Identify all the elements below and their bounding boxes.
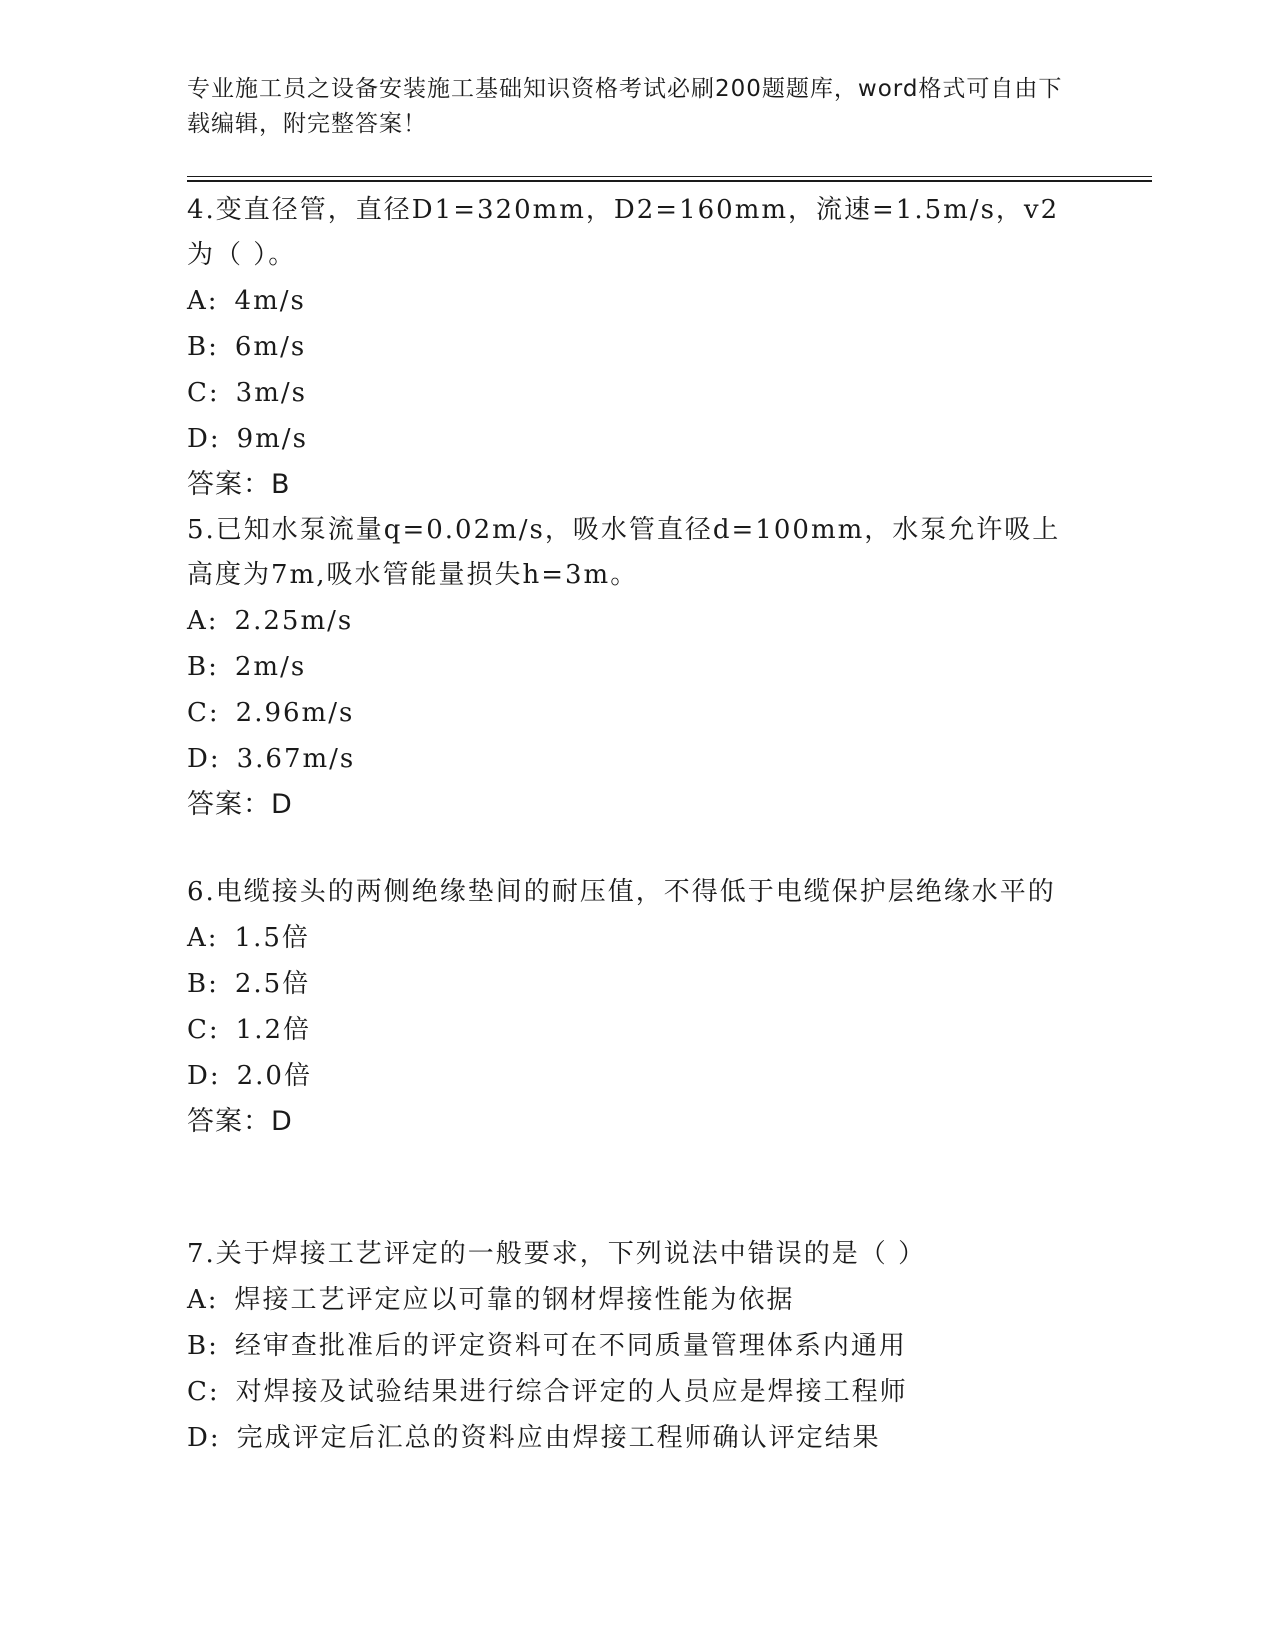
option-text: 2.25m/s [234,606,354,636]
option-letter: A: [187,923,219,953]
header-divider-thin [187,176,1152,177]
option-a [187,915,1087,961]
option-letter: C: [187,698,220,728]
option-letter: C: [187,1015,220,1045]
option-text: 9m/s [236,424,308,454]
document-header: 专业施工员之设备安装施工基础知识资格考试必刷200题题库，word格式可自由下载编辑，附完整答案！ [187,76,1063,137]
option-text: 对焊接及试验结果进行综合评定的人员应是焊接工程师 [235,1377,908,1407]
option-text: 3.67m/s [236,744,356,774]
question-text: 4.变直径管，直径D1=320mm，D2=160mm，流速=1.5m/s，v2为（ ）。 [187,195,1060,270]
option-letter: B: [187,332,219,362]
question-4 [187,188,1087,508]
option-text: 1.2倍 [235,1015,312,1045]
option-letter: C: [187,1377,220,1407]
option-letter: D: [187,1061,221,1091]
option-letter: A: [187,286,219,316]
option-c [187,690,1087,736]
question-text: 6.电缆接头的两侧绝缘垫间的耐压值，不得低于电缆保护层绝缘水平的 [187,877,1056,907]
option-d [187,736,1087,782]
question-text: 7.关于焊接工艺评定的一般要求，下列说法中错误的是（ ） [187,1239,927,1269]
option-c [187,1007,1087,1053]
option-a [187,278,1087,324]
option-text: 完成评定后汇总的资料应由焊接工程师确认评定结果 [236,1423,881,1453]
option-b [187,1323,1087,1369]
header-divider-thick [187,180,1152,182]
option-letter: B: [187,652,219,682]
option-text: 焊接工艺评定应以可靠的钢材焊接性能为依据 [234,1285,795,1315]
option-text: 4m/s [234,286,306,316]
question-5 [187,508,1087,828]
answer-line: 答案：B [187,469,291,500]
question-6 [187,870,1087,1145]
option-b [187,644,1087,690]
option-a [187,598,1087,644]
answer-line: 答案：D [187,789,293,820]
option-letter: A: [187,606,219,636]
option-text: 3m/s [235,378,307,408]
option-c [187,370,1087,416]
option-text: 2.0倍 [236,1061,312,1091]
option-d [187,416,1087,462]
option-text: 1.5倍 [234,923,310,953]
option-text: 2m/s [234,652,307,682]
option-letter: D: [187,424,221,454]
option-letter: B: [187,1331,219,1361]
option-text: 2.5倍 [234,969,311,999]
answer-line: 答案：D [187,1106,293,1137]
question-text: 5.已知水泵流量q=0.02m/s，吸水管直径d=100mm，水泵允许吸上高度为7m,吸水管能量损失h=3m。 [187,515,1061,590]
option-text: 6m/s [234,332,307,362]
question-7 [187,1232,1087,1461]
option-text: 2.96m/s [235,698,355,728]
option-letter: C: [187,378,220,408]
option-d [187,1415,1087,1461]
option-letter: D: [187,744,221,774]
option-a [187,1277,1087,1323]
option-letter: D: [187,1423,221,1453]
option-letter: B: [187,969,219,999]
option-c [187,1369,1087,1415]
option-text: 经审查批准后的评定资料可在不同质量管理体系内通用 [234,1331,907,1361]
option-d [187,1053,1087,1099]
option-letter: A: [187,1285,219,1315]
option-b [187,324,1087,370]
option-b [187,961,1087,1007]
